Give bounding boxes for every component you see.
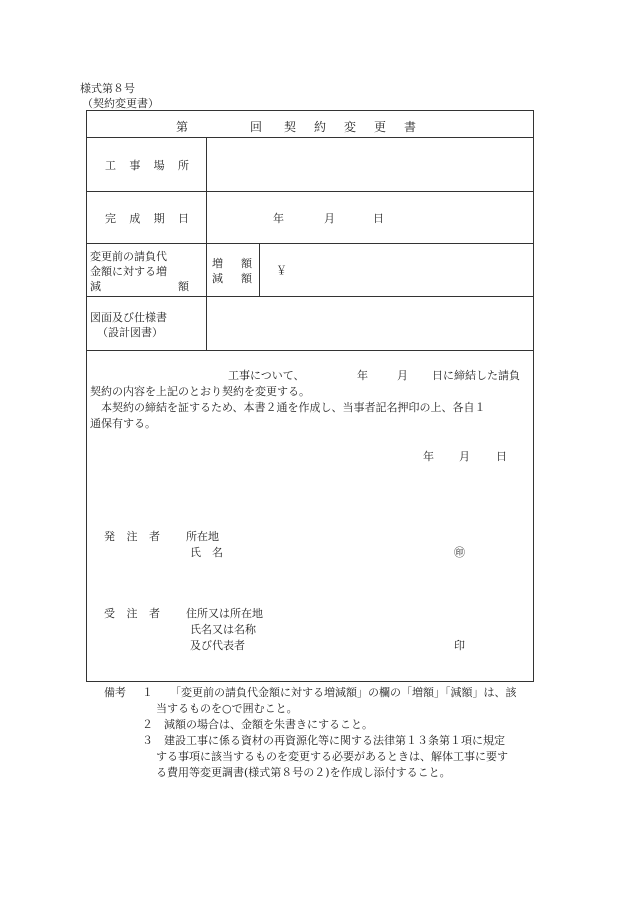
contractor-label: 受 注 者 <box>104 607 160 620</box>
page-title: 契 約 変 更 書 <box>284 120 416 134</box>
koji-basho-label: 工 事 場 所 <box>105 159 189 172</box>
divider <box>86 350 534 351</box>
note-2-line1: 減額の場合は、金額を朱書きにすること。 <box>164 718 373 731</box>
body-line3: 本契約の締結を証するため、本書２通を作成し、当事者記名押印の上、各自１ <box>90 401 486 414</box>
orderer-name-label: 氏 名 <box>190 546 223 559</box>
henko-label-line2: 金額に対する増 <box>90 265 167 278</box>
yen-symbol: ￥ <box>276 264 287 277</box>
contractor-address-label: 住所又は所在地 <box>186 607 263 620</box>
title-kai: 回 <box>250 120 263 134</box>
note-1-line2: 当するものを○で囲むこと。 <box>156 702 298 715</box>
sign-gatsu: 月 <box>459 450 470 463</box>
form-number: 様式第８号 <box>80 82 135 95</box>
orderer-seal: ㊞ <box>454 546 465 559</box>
kansei-kijitsu-label: 完 成 期 日 <box>105 212 189 225</box>
note-3-line3: る費用等変更調書(様式第８号の２)を作成し添付すること。 <box>156 766 451 779</box>
body-line1-suffix: 日に締結した請負 <box>432 369 520 382</box>
zogaku-label: 増 額 <box>212 257 252 270</box>
gengaku-label: 減 額 <box>212 272 252 285</box>
sign-nichi: 日 <box>496 450 507 463</box>
note-3-line1: 建設工事に係る資材の再資源化等に関する法律第１３条第１項に規定 <box>164 734 505 747</box>
henko-label-line1: 変更前の請負代 <box>90 250 167 263</box>
zumen-sublabel: （設計図書） <box>97 326 163 339</box>
orderer-address-label: 所在地 <box>186 530 219 543</box>
title-dai: 第 <box>176 120 189 134</box>
divider <box>259 243 260 296</box>
zumen-label: 図面及び仕様書 <box>90 311 167 324</box>
divider <box>86 243 534 244</box>
note-1-num: １ <box>142 686 153 699</box>
body-line2: 契約の内容を上記のとおり契約を変更する。 <box>90 385 310 398</box>
contractor-seal: 印 <box>454 639 465 652</box>
divider <box>86 137 534 138</box>
divider <box>86 191 534 192</box>
contractor-name-label: 氏名又は名称 <box>190 623 256 636</box>
notes-heading: 備考 <box>104 686 126 699</box>
contractor-rep-label: 及び代表者 <box>190 639 245 652</box>
divider <box>86 296 534 297</box>
note-2-num: ２ <box>142 718 153 731</box>
body-line4: 通保有する。 <box>90 417 156 430</box>
note-3-line2: する事項に該当するものを変更する必要があるときは、解体工事に要す <box>156 750 508 763</box>
body-line1-gatsu: 月 <box>397 369 408 382</box>
note-3-num: ３ <box>142 734 153 747</box>
henko-label-line3: 減 額 <box>90 280 189 293</box>
kansei-nichi: 日 <box>373 212 384 225</box>
body-line1-nen: 年 <box>357 369 368 382</box>
note-1-line1: 「変更前の請負代金額に対する増減額」の欄の「増額」「減額」は、該 <box>170 686 517 699</box>
form-subtitle: （契約変更書） <box>82 97 159 110</box>
sign-nen: 年 <box>423 450 434 463</box>
divider <box>206 137 207 350</box>
kansei-nen: 年 <box>273 212 284 225</box>
orderer-label: 発 注 者 <box>104 530 160 543</box>
kansei-gatsu: 月 <box>324 212 335 225</box>
body-line1-prefix: 工事について、 <box>228 369 305 382</box>
